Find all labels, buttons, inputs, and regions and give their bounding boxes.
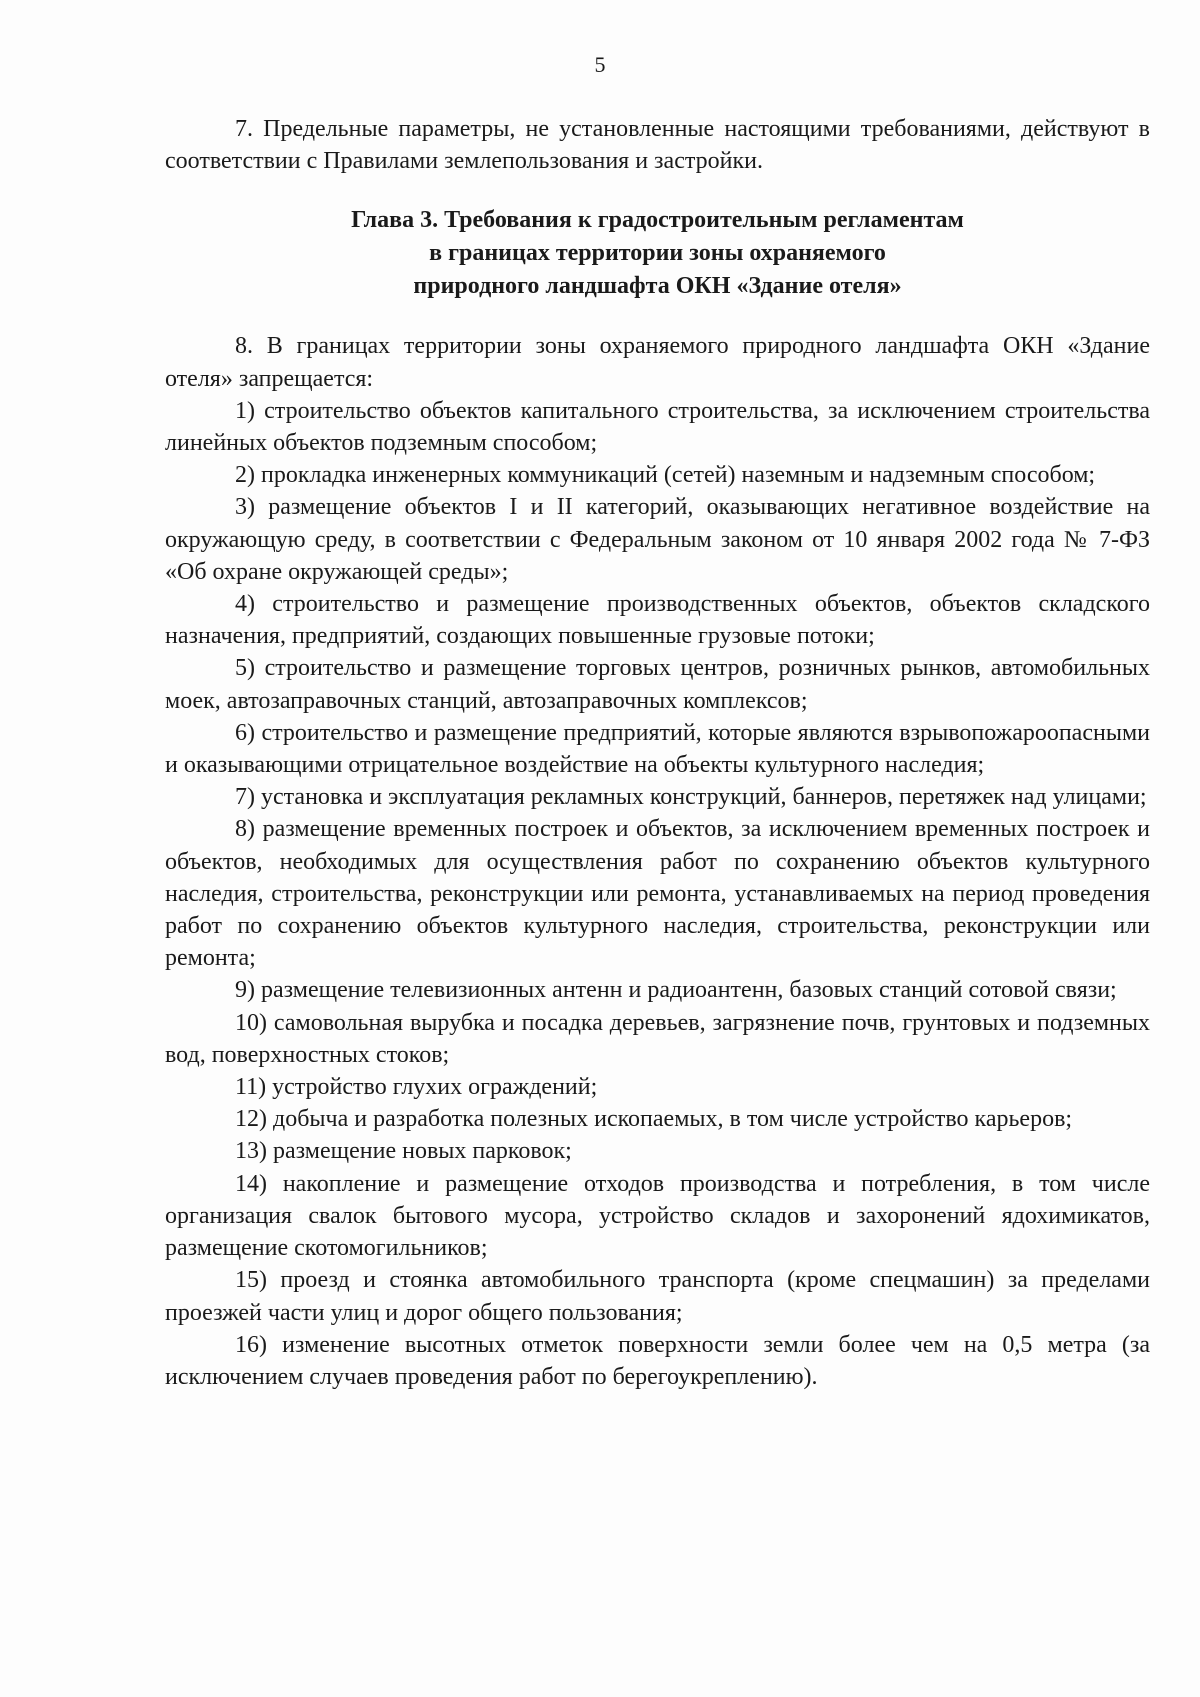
- list-item: 13) размещение новых парковок;: [235, 1138, 572, 1165]
- list-item: 6) строительство и размещение предприятий, которые являются взрывопожароопасными и оказывающими отрицательное воздействие на объекты культурного наследия;: [165, 719, 1150, 779]
- chapter-heading-line-1: Глава 3. Требования к градостроительным регламентам: [351, 207, 964, 234]
- list-item: 12) добыча и разработка полезных ископаемых, в том числе устройство карьеров;: [235, 1106, 1073, 1133]
- document-body: [165, 113, 1150, 1393]
- list-item: 10) самовольная вырубка и посадка деревьев, загрязнение почв, грунтовых и подземных вод, поверхностных стоков;: [165, 1009, 1150, 1068]
- chapter-heading: [165, 204, 1150, 303]
- list-item: 5) строительство и размещение торговых центров, розничных рынков, автомобильных моек, автозаправочных станций, автозаправочных комплексов;: [165, 655, 1150, 714]
- page-number: 5: [594, 52, 606, 77]
- list-item: 2) прокладка инженерных коммуникаций (сетей) наземным и надземным способом;: [235, 462, 1096, 489]
- list-item: 11) устройство глухих ограждений;: [235, 1074, 598, 1101]
- chapter-heading-line-3: природного ландшафта ОКН «Здание отеля»: [413, 273, 902, 300]
- list-item: 15) проезд и стоянка автомобильного транспорта (кроме спецмашин) за пределами проезжей части улиц и дорог общего пользования;: [165, 1267, 1150, 1326]
- list-item: 9) размещение телевизионных антенн и радиоантенн, базовых станций сотовой связи;: [235, 977, 1117, 1004]
- list-item: 4) строительство и размещение производственных объектов, объектов складского назначения, предприятий, создающих повышенные грузовые потоки;: [165, 591, 1150, 650]
- paragraph-8: 8. В границах территории зоны охраняемого природного ландшафта ОКН «Здание отеля» запрещается:: [165, 333, 1150, 392]
- paragraph-7: 7. Предельные параметры, не установленные настоящими требованиями, действуют в соответствии с Правилами землепользования и застройки.: [165, 116, 1150, 175]
- list-item: 14) накопление и размещение отходов производства и потребления, в том числе организация свалок бытового мусора, устройство складов и захоронений ядохимикатов, размещение скотомогильников;: [165, 1170, 1150, 1262]
- prohibition-list: [165, 395, 1150, 1393]
- list-item: 1) строительство объектов капитального строительства, за исключением строительства линейных объектов подземным способом;: [165, 397, 1150, 457]
- list-item: 8) размещение временных построек и объектов, за исключением временных построек и объектов, необходимых для осуществления работ по сохранению объектов культурного наследия, строительства, реконструкции или ремонта, устанавливаемых на период проведения работ по сохранению объектов культурного наследия, строительства, реконструкции или ремонта;: [165, 816, 1150, 972]
- chapter-heading-line-2: в границах территории зоны охраняемого: [429, 240, 886, 267]
- list-item: 16) изменение высотных отметок поверхности земли более чем на 0,5 метра (за исключением случаев проведения работ по берегоукреплению).: [165, 1331, 1150, 1390]
- list-item: 3) размещение объектов I и II категорий, оказывающих негативное воздействие на окружающую среду, в соответствии с Федеральным законом от 10 января 2002 года № 7-ФЗ «Об охране окружающей среды»;: [165, 494, 1151, 585]
- list-item: 7) установка и эксплуатация рекламных конструкций, баннеров, перетяжек над улицами;: [235, 784, 1147, 811]
